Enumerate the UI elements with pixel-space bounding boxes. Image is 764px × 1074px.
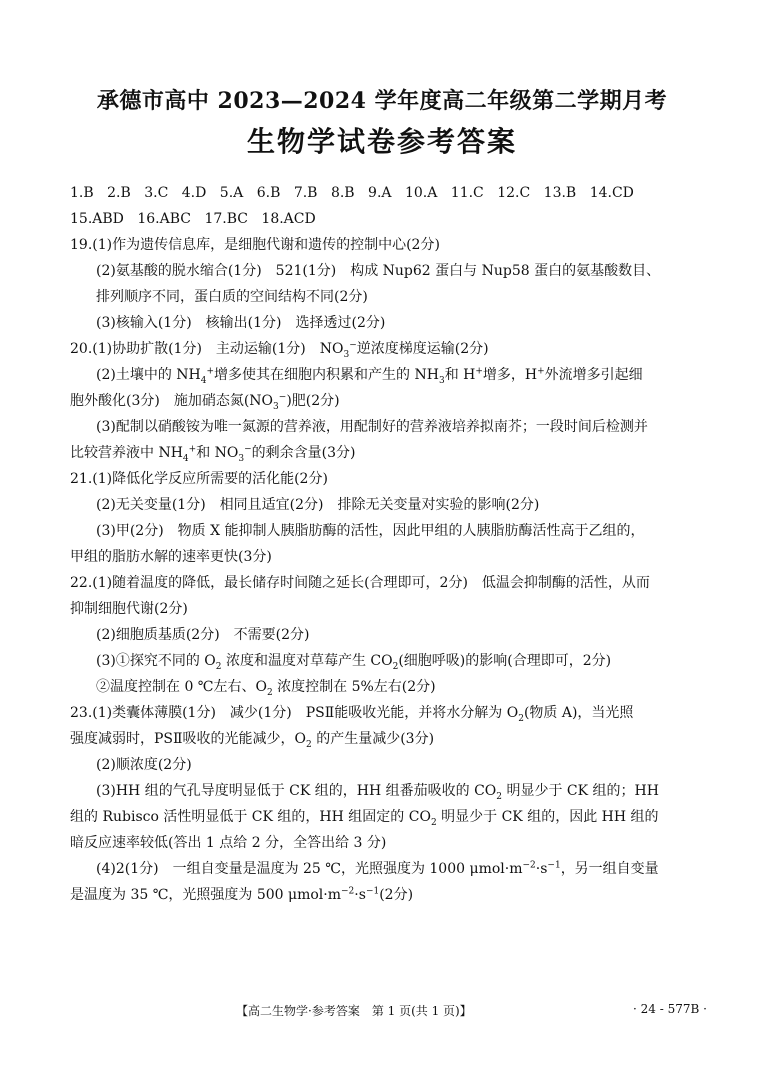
document-code: · 24 - 577B ·	[633, 1002, 707, 1016]
superscript: +	[206, 366, 215, 377]
text-run: ②温度控制在 0 ℃左右、O	[96, 679, 267, 695]
subscript: 3	[438, 375, 445, 386]
mc-answer: 9.A	[368, 185, 392, 201]
q23-line	[70, 882, 710, 908]
subscript: 3	[238, 453, 245, 464]
mc-answer: 17.BC	[204, 211, 248, 227]
mc-answer: 13.B	[543, 185, 577, 201]
q23-line	[70, 726, 710, 752]
superscript: −1	[365, 886, 380, 897]
q23-line	[70, 856, 710, 882]
q22-line: 22.(1)随着温度的降低，最长储存时间随之延长(合理即可，2分) 低温会抑制酶的活性，从而	[70, 575, 650, 591]
text-run: 组的 Rubisco 活性明显低于 CK 组的，HH 组固定的 CO	[70, 809, 431, 825]
text-run: (3)HH 组的气孔导度明显低于 CK 组的，HH 组番茄吸收的 CO	[96, 783, 497, 799]
superscript: −	[349, 340, 357, 351]
q19-line: 19.(1)作为遗传信息库，是细胞代谢和遗传的控制中心(2分)	[70, 237, 440, 253]
mc-answer: 18.ACD	[261, 211, 316, 227]
text-run: (4)2(1分) 一组自变量是温度为 25 ℃，光照强度为 1000 μmol·m	[96, 861, 523, 877]
q23-line: 暗反应速率较低(答出 1 点给 2 分，全答出给 3 分)	[70, 835, 387, 851]
mc-answers-row-1	[70, 180, 710, 206]
mc-answer: 4.D	[181, 185, 207, 201]
text-run: 和 H	[444, 367, 476, 383]
text-run: (细胞呼吸)的影响(合理即可，2分)	[398, 653, 612, 669]
text-run: 胞外酸化(3分) 施加硝态氮(NO	[70, 393, 274, 409]
q19-line: (3)核输入(1分) 核输出(1分) 选择透过(2分)	[96, 315, 386, 331]
mc-answer: 10.A	[404, 185, 438, 201]
subscript: 2	[518, 713, 524, 724]
subscript: 2	[306, 739, 312, 750]
superscript: −	[244, 444, 252, 455]
mc-answer: 12.C	[497, 185, 531, 201]
mc-answer: 6.B	[256, 185, 281, 201]
q21-line: (3)甲(2分) 物质 X 能抑制人胰脂肪酶的活性，因此甲组的人胰脂肪酶活性高于乙组的，	[96, 523, 645, 539]
text-run: 增多，H	[482, 367, 538, 383]
page-footer: 【高二生物学·参考答案 第 1 页(共 1 页)】	[236, 1004, 472, 1018]
text-run: 的剩余含量(3分)	[251, 445, 356, 461]
q22-line	[70, 648, 710, 674]
subscript: 2	[392, 661, 399, 672]
superscript: −2	[522, 860, 536, 871]
text-run: ·s	[354, 887, 366, 903]
subscript: 2	[430, 817, 437, 828]
subscript: 3	[273, 401, 279, 412]
q20-line	[70, 336, 710, 362]
mc-answer: 1.B	[70, 185, 94, 201]
text-run: )肥(2分)	[286, 393, 340, 409]
q21-line: 21.(1)降低化学反应所需要的活化能(2分)	[70, 471, 328, 487]
q23-line: (2)顺浓度(2分)	[96, 757, 192, 773]
text-run: 明显少于 CK 组的；HH	[502, 783, 659, 799]
text-run: ·s	[535, 861, 548, 877]
subscript: 2	[266, 687, 273, 698]
subscript: 4	[200, 375, 207, 386]
superscript: −	[278, 392, 287, 403]
q19-line: 排列顺序不同，蛋白质的空间结构不同(2分)	[96, 289, 368, 305]
mc-answers-row-2	[70, 206, 710, 232]
text-run: 比较营养液中 NH	[70, 445, 183, 461]
text-run: (3)①探究不同的 O	[96, 653, 216, 669]
q22-line: (2)细胞质基质(2分) 不需要(2分)	[96, 627, 310, 643]
mc-answer: 7.B	[293, 185, 318, 201]
text-run: 和 NO	[196, 445, 239, 461]
q19-line: (2)氨基酸的脱水缩合(1分) 521(1分) 构成 Nup62 蛋白与 Nup58 蛋白的氨基酸数目、	[96, 263, 661, 279]
q23-line	[70, 700, 710, 726]
superscript: +	[537, 366, 545, 377]
q22-line: 抑制细胞代谢(2分)	[70, 601, 188, 617]
text-run: 强度减弱时，PSⅡ吸收的光能减少，O	[70, 731, 307, 747]
q23-line	[70, 804, 710, 830]
page-title: 承德市高中 2023—2024 学年度高二年级第二学期月考	[96, 88, 668, 114]
superscript: +	[188, 444, 197, 455]
q21-line: (2)无关变量(1分) 相同且适宜(2分) 排除无关变量对实验的影响(2分)	[96, 497, 540, 513]
text-run: (2)土壤中的 NH	[96, 367, 201, 383]
q20-line	[70, 440, 710, 466]
superscript: −2	[341, 886, 355, 897]
mc-answer: 2.B	[107, 185, 131, 201]
subscript: 3	[343, 349, 350, 360]
text-run: 明显少于 CK 组的，因此 HH 组的	[436, 809, 659, 825]
mc-answer: 15.ABD	[70, 211, 124, 227]
q22-line	[70, 674, 710, 700]
mc-answer: 11.C	[450, 185, 484, 201]
text-run: 浓度和温度对草莓产生 CO	[221, 653, 393, 669]
text-run: ，另一组自变量	[560, 861, 659, 877]
text-run: 20.(1)协助扩散(1分) 主动运输(1分) NO	[70, 341, 344, 357]
q20-line	[70, 362, 710, 388]
q23-line	[70, 778, 710, 804]
subscript: 2	[496, 791, 503, 802]
answer-content	[70, 180, 710, 908]
mc-answer: 3.C	[144, 185, 169, 201]
q20-line: (3)配制以硝酸铵为唯一氮源的营养液，用配制好的营养液培养拟南芥；一段时间后检测并	[96, 419, 648, 435]
text-run: 浓度控制在 5%左右(2分)	[272, 679, 436, 695]
superscript: +	[475, 366, 483, 377]
mc-answer: 16.ABC	[137, 211, 191, 227]
subscript: 4	[182, 453, 189, 464]
text-run: (物质 A)，当光照	[523, 705, 634, 721]
mc-answer: 14.CD	[589, 185, 634, 201]
mc-answer: 5.A	[219, 185, 244, 201]
page-subtitle: 生物学试卷参考答案	[246, 125, 517, 158]
text-run: 是温度为 35 ℃，光照强度为 500 μmol·m	[70, 887, 342, 903]
mc-answer: 8.B	[330, 185, 355, 201]
q20-line	[70, 388, 710, 414]
text-run: 增多使其在细胞内积累和产生的 NH	[214, 367, 439, 383]
q21-line: 甲组的脂肪水解的速率更快(3分)	[70, 549, 272, 565]
text-run: 外流增多引起细	[544, 367, 643, 383]
superscript: −1	[547, 860, 561, 871]
text-run: 23.(1)类囊体薄膜(1分) 减少(1分) PSⅡ能吸收光能，并将水分解为 O	[70, 705, 519, 721]
text-run: 逆浓度梯度运输(2分)	[356, 341, 489, 357]
text-run: (2分)	[379, 887, 414, 903]
subscript: 2	[215, 661, 222, 672]
text-run: 的产生量减少(3分)	[311, 731, 435, 747]
